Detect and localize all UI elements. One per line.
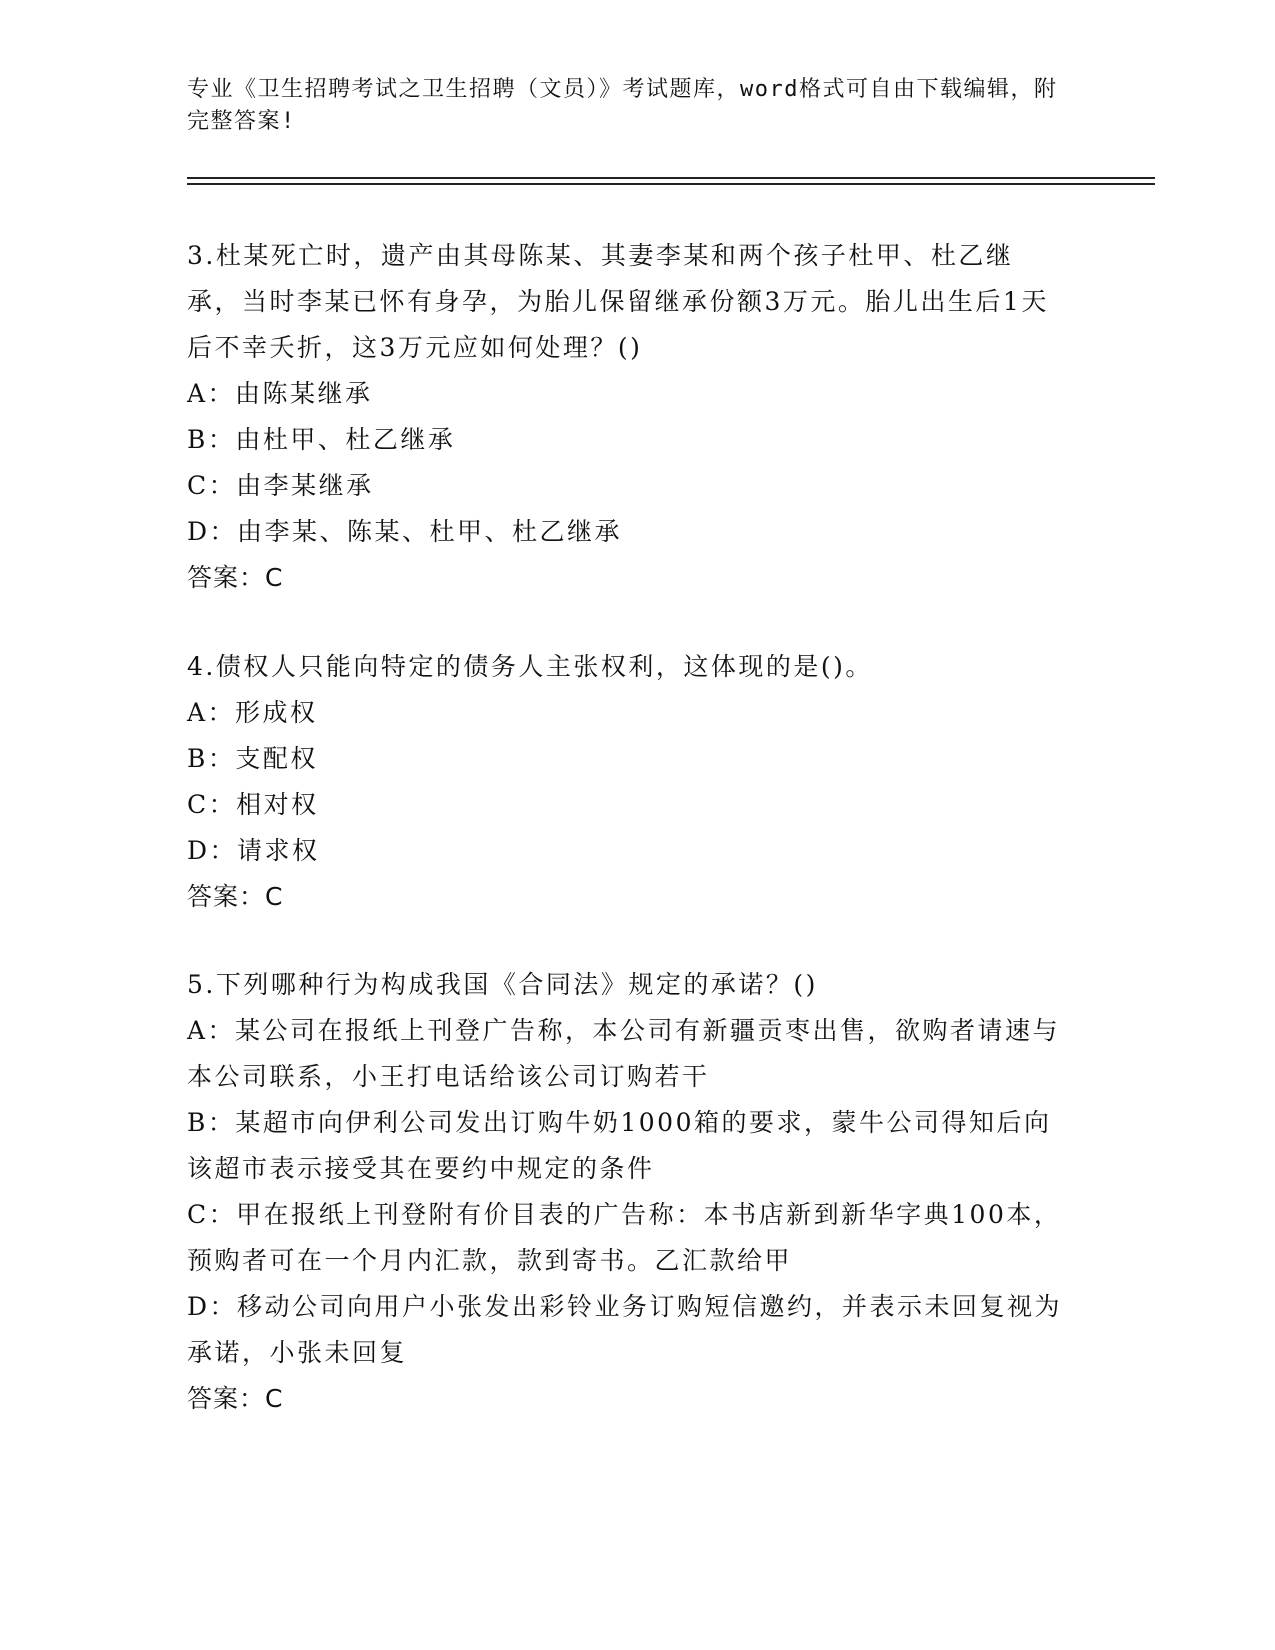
header-divider-top	[187, 177, 1155, 179]
question-stem: 4.债权人只能向特定的债务人主张权利，这体现的是()。	[187, 652, 873, 681]
option-c: C：甲在报纸上刊登附有价目表的广告称：本书店新到新华字典100本，预购者可在一个月内汇款，款到寄书。乙汇款给甲	[187, 1200, 1062, 1275]
option-a: A：形成权	[187, 698, 318, 727]
option-b: B：由杜甲、杜乙继承	[187, 425, 456, 454]
question-stem: 3.杜某死亡时，遗产由其母陈某、其妻李某和两个孩子杜甲、杜乙继承，当时李某已怀有身孕，为胎儿保留继承份额3万元。胎儿出生后1天后不幸夭折，这3万元应如何处理？()	[187, 241, 1049, 362]
option-c: C：由李某继承	[187, 471, 374, 500]
answer-line: 答案：C	[187, 882, 284, 911]
question-stem: 5.下列哪种行为构成我国《合同法》规定的承诺？()	[187, 970, 818, 999]
answer-line: 答案：C	[187, 1384, 284, 1413]
option-d: D：由李某、陈某、杜甲、杜乙继承	[187, 517, 623, 546]
question-3	[187, 233, 1067, 601]
answer-line: 答案：C	[187, 563, 284, 592]
option-b: B：某超市向伊利公司发出订购牛奶1000箱的要求，蒙牛公司得知后向该超市表示接受其在要约中规定的条件	[187, 1108, 1052, 1183]
option-a: A：某公司在报纸上刊登广告称，本公司有新疆贡枣出售，欲购者请速与本公司联系，小王打电话给该公司订购若干	[187, 1016, 1061, 1091]
document-intro: 专业《卫生招聘考试之卫生招聘（文员）》考试题库，word格式可自由下载编辑，附完整答案!	[187, 77, 1058, 134]
option-d: D：请求权	[187, 836, 320, 865]
question-5	[187, 962, 1067, 1422]
option-d: D：移动公司向用户小张发出彩铃业务订购短信邀约，并表示未回复视为承诺，小张未回复	[187, 1292, 1063, 1367]
header-divider-bottom	[187, 183, 1155, 185]
question-4	[187, 644, 1067, 920]
option-a: A：由陈某继承	[187, 379, 373, 408]
option-c: C：相对权	[187, 790, 319, 819]
option-b: B：支配权	[187, 744, 318, 773]
